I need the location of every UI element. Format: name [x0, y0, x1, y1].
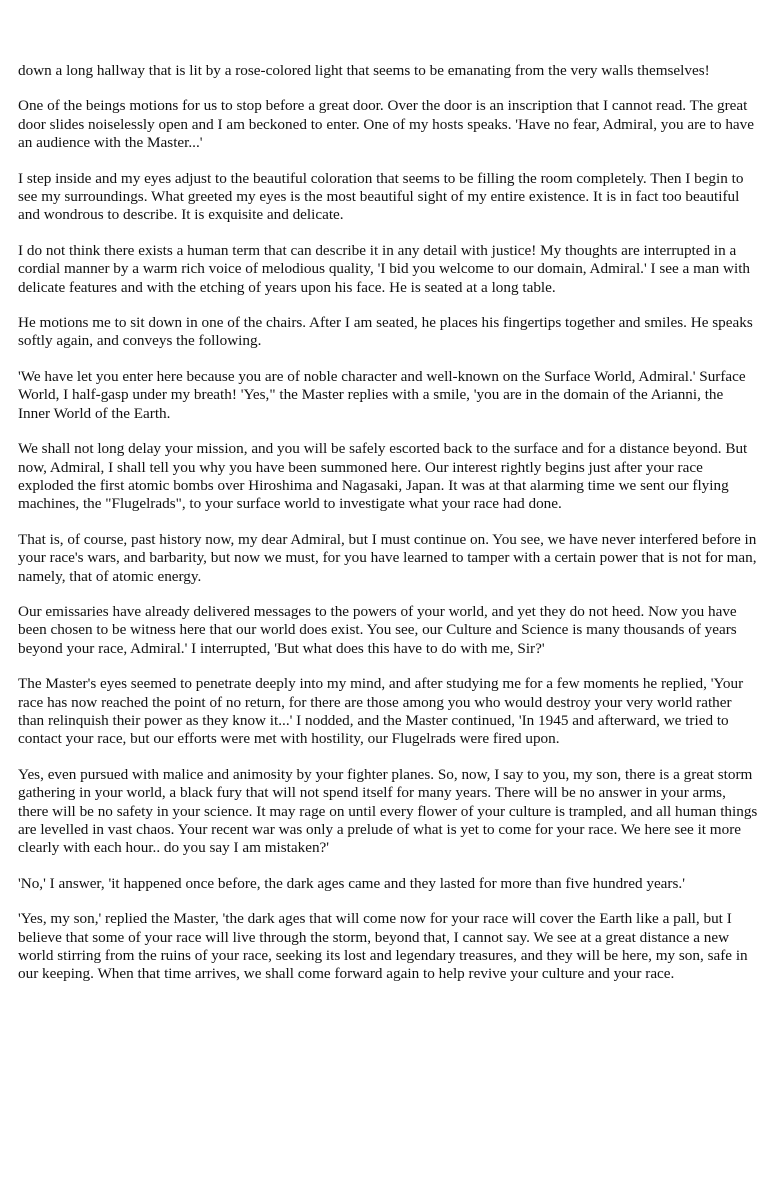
paragraph-9: Our emissaries have already delivered messages to the powers of your world, and yet they do not heed. Now you have been chosen to be witness here that our world does exist. You see, our Culture and Science is many thousands of years beyond your race, Admiral.' I interrupted, 'But what does this have to do with me, Sir?' [18, 602, 737, 657]
paragraph-10: The Master's eyes seemed to penetrate deeply into my mind, and after studying me for a few moments he replied, 'Your race has now reached the point of no return, for there are those among you who would destroy your very world rather than relinquish their power as they know it...' I nodded, and the Master continued, 'In 1945 and afterward, we tried to contact your race, but our efforts were met with hostility, our Flugelrads were fired upon. [18, 675, 744, 748]
document-page [18, 62, 758, 1001]
paragraph-13: 'Yes, my son,' replied the Master, 'the dark ages that will come now for your race will cover the Earth like a pall, but I believe that some of your race will live through the storm, beyond that, I cannot say. We see at a great distance a new world stirring from the ruins of your race, seeking its lost and legendary treasures, and they will be here, my son, safe in our keeping. When that time arrives, we shall come forward again to help revive your culture and your race. [18, 910, 748, 983]
paragraph-5: He motions me to sit down in one of the chairs. After I am seated, he places his fingertips together and smiles. He speaks softly again, and conveys the following. [18, 314, 753, 350]
paragraph-11: Yes, even pursued with malice and animosity by your fighter planes. So, now, I say to you, my son, there is a great storm gathering in your world, a black fury that will not spend itself for many years. There will be no answer in your arms, there will be no safety in your science. It may rage on until every flower of your culture is trampled, and all human things are levelled in vast chaos. Your recent war was only a prelude of what is yet to come for your race. We here see it more clearly with each hour.. do you say I am mistaken?' [18, 765, 758, 857]
paragraph-6: 'We have let you enter here because you are of noble character and well-known on the Surface World, Admiral.' Surface World, I half-gasp under my breath! 'Yes," the Master replies with a smile, 'you are in the domain of the Arianni, the Inner World of the Earth. [18, 367, 746, 422]
paragraph-2: One of the beings motions for us to stop before a great door. Over the door is an inscription that I cannot read. The great door slides noiselessly open and I am beckoned to enter. One of my hosts speaks. 'Have no fear, Admiral, you are to have an audience with the Master...' [18, 97, 754, 152]
paragraph-4: I do not think there exists a human term that can describe it in any detail with justice! My thoughts are interrupted in a cordial manner by a warm rich voice of melodious quality, 'I bid you welcome to our domain, Admiral.' I see a man with delicate features and with the etching of years upon his face. He is seated at a long table. [18, 241, 751, 296]
paragraph-7: We shall not long delay your mission, and you will be safely escorted back to the surface and for a distance beyond. But now, Admiral, I shall tell you why you have been summoned here. Our interest rightly begins just after your race exploded the first atomic bombs over Hiroshima and Nagasaki, Japan. It was at that alarming time we sent our flying machines, the "Flugelrads", to your surface world to investigate what your race had done. [18, 440, 748, 513]
paragraph-12: 'No,' I answer, 'it happened once before, the dark ages came and they lasted for more than five hundred years.' [18, 874, 685, 892]
paragraph-3: I step inside and my eyes adjust to the beautiful coloration that seems to be filling the room completely. Then I begin to see my surroundings. What greeted my eyes is the most beautiful sight of my entire existence. It is in fact too beautiful and wondrous to describe. It is exquisite and delicate. [18, 169, 744, 224]
paragraph-8: That is, of course, past history now, my dear Admiral, but I must continue on. You see, we have never interfered before in your race's wars, and barbarity, but now we must, for you have learned to tamper with a certain power that is not for man, namely, that of atomic energy. [18, 530, 757, 585]
paragraph-1: down a long hallway that is lit by a rose-colored light that seems to be emanating from the very walls themselves! [18, 62, 710, 79]
